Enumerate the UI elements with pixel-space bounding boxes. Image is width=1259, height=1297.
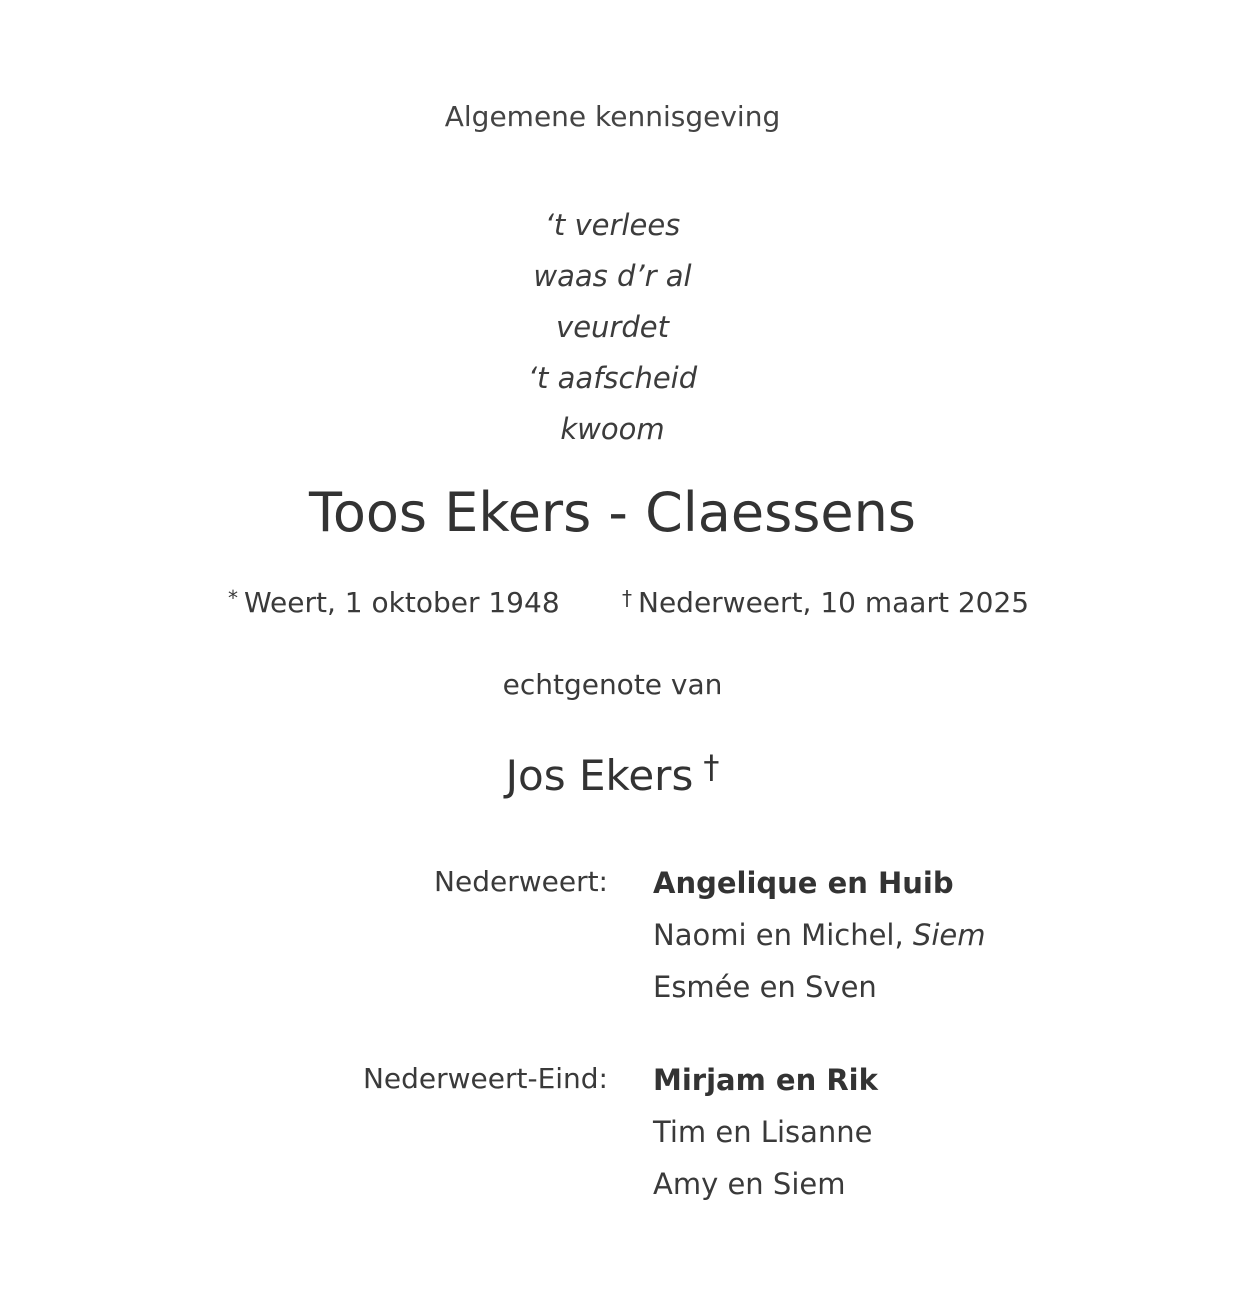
deceased-name: Toos Ekers - Claessens [309,481,916,544]
death-cross-icon: † [622,586,632,610]
poem-line: waas d’r al [533,259,692,293]
family-member [653,1158,878,1210]
family-place: Nederweert-Eind: [362,1062,608,1095]
family-list [653,857,985,1013]
family-member-italic: Siem [912,918,986,952]
family-member [653,961,985,1013]
family-list [653,1054,878,1210]
birth-text: Weert, 1 oktober 1948 [244,586,560,619]
family-member-names: Tim en Lisanne [653,1115,873,1149]
notice-heading: Algemene kennisgeving [444,100,781,133]
death-info [622,586,1029,619]
family-main-names: Mirjam en Rik [653,1063,878,1097]
birth-info [228,586,560,619]
birth-mark: * [228,586,238,610]
poem-line: ‘t verlees [544,208,681,242]
family-main-names: Angelique en Huib [653,866,954,900]
spouse-heading [0,748,1225,800]
poem-line: kwoom [560,412,665,446]
family-member [653,909,985,961]
spouse-intro: echtgenote van [502,668,723,701]
poem-line: veurdet [556,310,669,344]
spouse-name: Jos Ekers [505,751,694,800]
family-member-names: Amy en Siem [653,1167,846,1201]
family-member-names: Esmée en Sven [653,970,877,1004]
death-text: Nederweert, 10 maart 2025 [638,586,1030,619]
family-member [653,1106,878,1158]
poem-line: ‘t aafscheid [527,361,698,395]
spouse-cross-icon: † [703,748,720,786]
family-place: Nederweert: [434,865,608,898]
family-member-names: Naomi en Michel, [653,918,913,952]
poem [0,200,1225,455]
